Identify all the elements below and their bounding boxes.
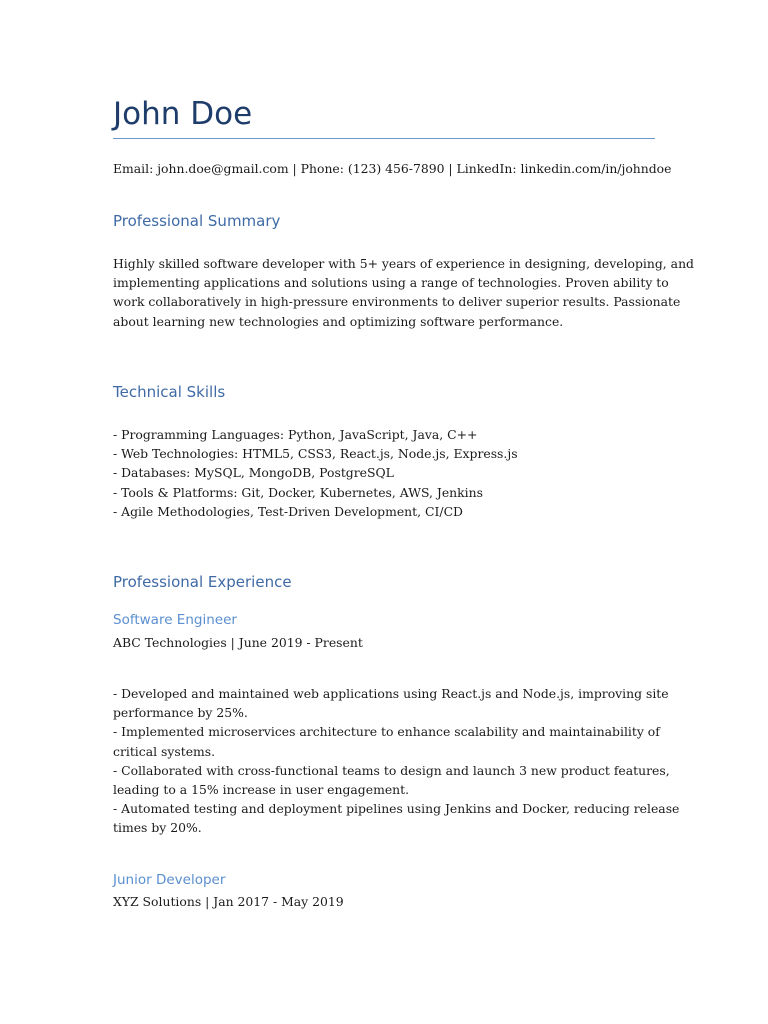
achievement-line: times by 20%. (113, 820, 202, 836)
job-title: Junior Developer (113, 872, 226, 888)
skills-heading: Technical Skills (113, 383, 226, 401)
summary-paragraph (113, 254, 694, 331)
resume-page (113, 0, 694, 1024)
achievement-line: - Automated testing and deployment pipelines using Jenkins and Docker, reducing release (113, 801, 680, 817)
skill-item: - Tools & Platforms: Git, Docker, Kubernetes, AWS, Jenkins (113, 484, 483, 500)
achievement-line: critical systems. (113, 743, 216, 759)
job-meta-text: ABC Technologies | June 2019 - Present (113, 635, 363, 650)
skill-item: - Agile Methodologies, Test-Driven Development, CI/CD (113, 503, 463, 519)
job-meta (113, 633, 363, 652)
summary-line: about learning new technologies and optimizing software performance. (113, 313, 564, 329)
contact-line: Email: john.doe@gmail.com | Phone: (123) 456-7890 | LinkedIn: linkedin.com/in/johndoe (113, 161, 672, 176)
job-achievements (113, 684, 679, 838)
summary-line: work collaboratively in high-pressure environments to deliver superior results. Passionate (113, 294, 681, 310)
summary-heading: Professional Summary (113, 212, 281, 230)
skill-item: - Programming Languages: Python, JavaScript, Java, C++ (113, 427, 478, 442)
summary-line: implementing applications and solutions using a range of technologies. Proven ability to (113, 275, 669, 291)
skill-item: - Web Technologies: HTML5, CSS3, React.js, Node.js, Express.js (113, 446, 518, 462)
job-title: Software Engineer (113, 612, 237, 628)
achievement-line: performance by 25%. (113, 705, 248, 721)
skills-list (113, 425, 518, 521)
achievement-line: - Implemented microservices architecture to enhance scalability and maintainability of (113, 724, 660, 740)
header-divider (113, 138, 655, 139)
achievement-line: - Developed and maintained web applications using React.js and Node.js, improving site (113, 686, 669, 701)
experience-heading: Professional Experience (113, 573, 292, 591)
resume-name: John Doe (113, 96, 253, 132)
job-meta (113, 892, 344, 911)
job-meta-text: XYZ Solutions | Jan 2017 - May 2019 (113, 894, 344, 909)
skill-item: - Databases: MySQL, MongoDB, PostgreSQL (113, 465, 394, 481)
summary-line: Highly skilled software developer with 5+ years of experience in designing, developing, and (113, 256, 694, 271)
achievement-line: leading to a 15% increase in user engagement. (113, 781, 410, 797)
achievement-line: - Collaborated with cross-functional teams to design and launch 3 new product features, (113, 762, 670, 778)
